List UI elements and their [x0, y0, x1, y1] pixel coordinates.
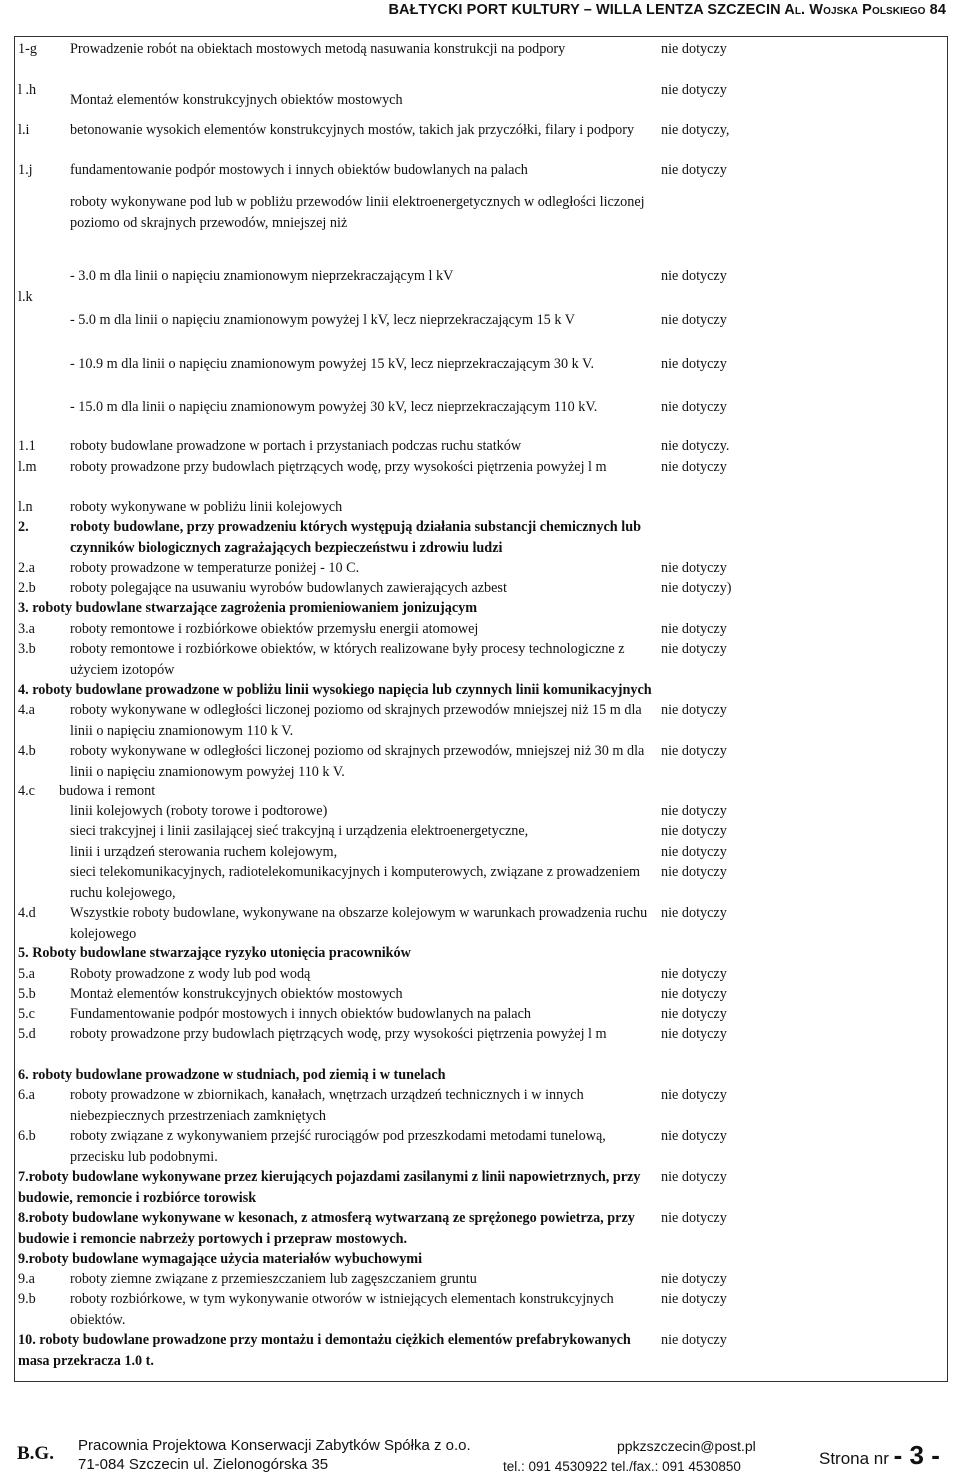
row-status: nie dotyczy	[661, 864, 727, 880]
row-number: l.i	[18, 122, 30, 138]
row-number: 4.b	[18, 743, 36, 759]
company-phone: tel.: 091 4530922 tel./fax.: 091 4530850	[503, 1459, 741, 1474]
row-description: Prowadzenie robót na obiektach mostowych metodą nasuwania konstrukcji na podpory	[70, 41, 566, 57]
page-footer	[0, 1432, 960, 1476]
company-name: Pracownia Projektowa Konserwacji Zabytków Spółka z o.o.	[78, 1437, 471, 1454]
row-status: nie dotyczy	[661, 1026, 727, 1042]
row-status: nie dotyczy	[661, 1006, 727, 1022]
row-status: nie dotyczy)	[661, 580, 732, 596]
header-number: 84	[925, 2, 946, 18]
row-number: 2.	[18, 519, 29, 535]
row-description: roboty prowadzone przy budowlach piętrzących wodę, przy wysokości piętrzenia powyżej l m	[70, 459, 607, 475]
row-status: nie dotyczy	[661, 702, 727, 718]
row-description: roboty polegające na usuwaniu wyrobów budowlanych zawierających azbest	[70, 580, 507, 596]
row-description: Montaż elementów konstrukcyjnych obiektów mostowych	[70, 986, 403, 1002]
row-description: Fundamentowanie podpór mostowych i innych obiektów budowlanych na palach	[70, 1006, 531, 1022]
row-description: roboty rozbiórkowe, w tym wykonywanie otworów w istniejących elementach konstrukcyjnych obiektów.	[70, 1291, 614, 1328]
row-number: 9.b	[18, 1291, 36, 1307]
page-number: Strona nr - 3 -	[819, 1440, 940, 1470]
row-status: nie dotyczy	[661, 1332, 727, 1348]
row-status: nie dotyczy	[661, 41, 727, 57]
row-description: sieci telekomunikacyjnych, radiotelekomunikacyjnych i komputerowych, związane z prowadzeniem ruchu kolejowego,	[70, 864, 641, 901]
row-status: nie dotyczy	[661, 162, 727, 178]
row-number: 5.c	[18, 1006, 35, 1022]
row-status: nie dotyczy,	[661, 122, 730, 138]
row-status: nie dotyczy	[661, 356, 727, 372]
row-number: 1.j	[18, 162, 33, 178]
row-description: betonowanie wysokich elementów konstrukcyjnych mostów, takich jak przyczółki, filary i podpory	[70, 122, 635, 138]
row-description: - 3.0 m dla linii o napięciu znamionowym nieprzekraczającym l kV	[70, 268, 454, 284]
row-status: nie dotyczy	[661, 641, 727, 657]
company-email: ppkzszczecin@post.pl	[617, 1438, 756, 1454]
row-description: roboty związane z wykonywaniem przejść rurociągów pod przeszkodami metodami tunelową, przecisku lub podobnymi.	[70, 1128, 606, 1165]
row-description: Wszystkie roboty budowlane, wykonywane na obszarze kolejowym w warunkach prowadzenia ruchu kolejowego	[70, 905, 648, 942]
row-description: linii kolejowych (roboty torowe i podtorowe)	[70, 803, 328, 819]
row-description: roboty remontowe i rozbiórkowe obiektów, w których realizowane były procesy technologiczne z użyciem izotopów	[70, 641, 625, 678]
row-description: 5. Roboty budowlane stwarzające ryzyko utonięcia pracowników	[18, 945, 411, 961]
row-description: - 10.9 m dla linii o napięciu znamionowym powyżej 15 kV, lecz nieprzekraczającym 30 k V.	[70, 356, 594, 372]
row-number: 3.b	[18, 641, 36, 657]
row-description: roboty budowlane, przy prowadzeniu których występują działania substancji chemicznych lub czynników biologicznych zagrażających bezpieczeństwu i zdrowiu ludzi	[70, 519, 641, 556]
row-status: nie dotyczy	[661, 966, 727, 982]
row-status: nie dotyczy	[661, 459, 727, 475]
row-number: 4.a	[18, 702, 35, 718]
row-number: l.m	[18, 459, 37, 475]
row-number: 4.c	[18, 783, 35, 799]
row-description: 10. roboty budowlane prowadzone przy montażu i demontażu ciężkich elementów prefabrykowanych masa przekracza 1.0 t.	[18, 1332, 631, 1369]
row-description: roboty wykonywane w pobliżu linii kolejowych	[70, 499, 343, 515]
row-status: nie dotyczy	[661, 1210, 727, 1226]
row-status: nie dotyczy	[661, 1271, 727, 1287]
header-street: l. Wojska Polskiego	[794, 2, 926, 18]
row-description: roboty remontowe i rozbiórkowe obiektów przemysłu energii atomowej	[70, 621, 479, 637]
row-number: 1.1	[18, 438, 36, 454]
row-description: sieci trakcyjnej i linii zasilającej sieć trakcyjną i urządzenia elektroenergetyczne,	[70, 823, 529, 839]
row-status: nie dotyczy	[661, 743, 727, 759]
row-number: 9.a	[18, 1271, 35, 1287]
row-number: 6.a	[18, 1087, 35, 1103]
header-title: BAŁTYCKI PORT KULTURY – WILLA LENTZA SZCZECIN A	[388, 2, 795, 18]
company-logo: B.G.	[17, 1443, 54, 1464]
row-status: nie dotyczy	[661, 82, 727, 98]
row-description: - 5.0 m dla linii o napięciu znamionowym powyżej l kV, lecz nieprzekraczającym 15 k V	[70, 312, 575, 328]
row-status: nie dotyczy	[661, 823, 727, 839]
row-description: 6. roboty budowlane prowadzone w studniach, pod ziemią i w tunelach	[18, 1067, 446, 1083]
row-description: roboty prowadzone przy budowlach piętrzących wodę, przy wysokości piętrzenia powyżej l m	[70, 1026, 607, 1042]
company-address: 71-084 Szczecin ul. Zielonogórska 35	[78, 1456, 329, 1473]
row-description: 3. roboty budowlane stwarzające zagrożenia promieniowaniem jonizującym	[18, 600, 478, 616]
row-description: linii i urządzeń sterowania ruchem kolejowym,	[70, 844, 338, 860]
row-description: 9.roboty budowlane wymagające użycia materiałów wybuchowymi	[18, 1251, 423, 1267]
row-description: 8.roboty budowlane wykonywane w kesonach, z atmosferą wytwarzaną ze sprężonego powietrza, przy budowie i remoncie nabrzeży portowych i przepraw mostowych.	[18, 1210, 635, 1247]
row-number: 5.d	[18, 1026, 36, 1042]
row-number: l .h	[18, 82, 37, 98]
row-description: Roboty prowadzone z wody lub pod wodą	[70, 966, 311, 982]
row-description: roboty wykonywane w odległości liczonej poziomo od skrajnych przewodów, mniejszej niż 30 m dla linii o napięciu znamionowym powyżej 110 k V.	[70, 743, 645, 780]
row-description: roboty wykonywane pod lub w pobliżu przewodów linii elektroenergetycznych w odległości liczonej poziomo od skrajnych przewodów, mniejszej niż	[70, 194, 645, 231]
row-number: 2.a	[18, 560, 35, 576]
row-status: nie dotyczy	[661, 844, 727, 860]
row-status: nie dotyczy.	[661, 438, 730, 454]
row-number: 4.d	[18, 905, 36, 921]
row-status: nie dotyczy	[661, 1291, 727, 1307]
row-status: nie dotyczy	[661, 986, 727, 1002]
row-status: nie dotyczy	[661, 905, 727, 921]
row-description: - 15.0 m dla linii o napięciu znamionowym powyżej 30 kV, lecz nieprzekraczającym 110 kV.	[70, 399, 598, 415]
row-number: 6.b	[18, 1128, 36, 1144]
row-description: 7.roboty budowlane wykonywane przez kierujących pojazdami zasilanymi z linii napowietrznych, przy budowie, remoncie i rozbiórce torowisk	[18, 1169, 641, 1206]
row-description: roboty ziemne związane z przemieszczaniem lub zagęszczaniem gruntu	[70, 1271, 477, 1287]
row-number: l.k	[18, 289, 33, 305]
row-number: 3.a	[18, 621, 35, 637]
row-status: nie dotyczy	[661, 399, 727, 415]
row-description: roboty prowadzone w zbiornikach, kanałach, wnętrzach urządzeń technicznych i w innych niebezpiecznych przestrzeniach zamkniętych	[70, 1087, 584, 1124]
row-status: nie dotyczy	[661, 268, 727, 284]
row-description: fundamentowanie podpór mostowych i innych obiektów budowlanych na palach	[70, 162, 528, 178]
row-status: nie dotyczy	[661, 1169, 727, 1185]
row-status: nie dotyczy	[661, 803, 727, 819]
row-number: 2.b	[18, 580, 36, 596]
row-description: budowa i remont	[59, 783, 156, 799]
row-status: nie dotyczy	[661, 312, 727, 328]
row-description: roboty budowlane prowadzone w portach i przystaniach podczas ruchu statków	[70, 438, 522, 454]
row-status: nie dotyczy	[661, 1128, 727, 1144]
row-number: l.n	[18, 499, 33, 515]
row-description: Montaż elementów konstrukcyjnych obiektów mostowych	[70, 92, 403, 108]
row-status: nie dotyczy	[661, 621, 727, 637]
row-status: nie dotyczy	[661, 560, 727, 576]
row-description: roboty prowadzone w temperaturze poniżej - 10 C.	[70, 560, 360, 576]
row-number: 5.a	[18, 966, 35, 982]
row-description: roboty wykonywane w odległości liczonej poziomo od skrajnych przewodów mniejszej niż 15 m dla linii o napięciu znamionowym 110 k V.	[70, 702, 642, 739]
row-status: nie dotyczy	[661, 1087, 727, 1103]
row-number: 1-g	[18, 41, 37, 57]
row-number: 5.b	[18, 986, 36, 1002]
document-header	[388, 0, 946, 21]
row-description: 4. roboty budowlane prowadzone w pobliżu linii wysokiego napięcia lub czynnych linii komunikacyjnych	[18, 682, 652, 698]
